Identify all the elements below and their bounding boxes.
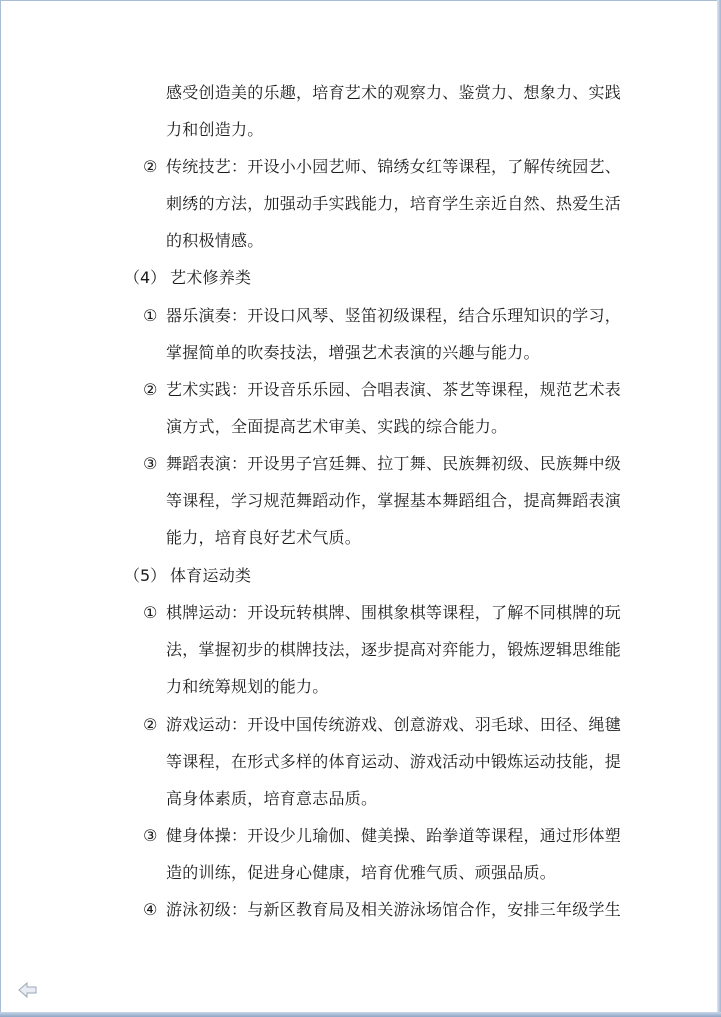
section-heading: 艺术修养类 [170,268,252,287]
page-edge-right [717,0,721,1017]
section-marker: （5） [124,566,167,585]
section-heading: 体育运动类 [170,566,252,585]
list-marker: ② [143,715,158,734]
paragraph-line: 感受创造美的乐趣，培育艺术的观察力、鉴赏力、想象力、实践 [166,83,622,102]
paragraph-line: 能力，培育良好艺术气质。 [166,528,362,547]
paragraph-line: 传统技艺：开设小小园艺师、锦绣女红等课程，了解传统园艺、 [166,157,622,176]
paragraph-line: 的积极情感。 [166,231,264,250]
paragraph-line: 力和统筹规划的能力。 [166,677,329,696]
paragraph-line: 等课程，在形式多样的体育运动、游戏活动中锻炼运动技能，提 [166,752,622,771]
paragraph-line: 棋牌运动：开设玩转棋牌、围棋象棋等课程，了解不同棋牌的玩 [166,603,622,622]
list-marker: ① [143,603,158,622]
section-marker: （4） [124,268,167,287]
paragraph-line: 舞蹈表演：开设男子宫廷舞、拉丁舞、民族舞初级、民族舞中级 [166,454,622,473]
list-marker: ③ [143,454,158,473]
paragraph-line: 游戏运动：开设中国传统游戏、创意游戏、羽毛球、田径、绳毽 [166,715,622,734]
paragraph-line: 掌握简单的吹奏技法，增强艺术表演的兴趣与能力。 [166,343,540,362]
list-marker: ① [143,306,158,325]
paragraph-line: 器乐演奏：开设口风琴、竖笛初级课程，结合乐理知识的学习， [166,306,622,325]
paragraph-line: 演方式，全面提高艺术审美、实践的综合能力。 [166,417,508,436]
paragraph-line: 等课程，学习规范舞蹈动作，掌握基本舞蹈组合，提高舞蹈表演 [166,491,622,510]
paragraph-line: 造的训练，促进身心健康，培育优雅气质、顽强品质。 [166,863,557,882]
paragraph-line: 刺绣的方法，加强动手实践能力，培育学生亲近自然、热爱生活 [166,194,622,213]
paragraph-line: 力和创造力。 [166,120,264,139]
paragraph-line: 高身体素质，培育意志品质。 [166,789,378,808]
list-marker: ③ [143,826,158,845]
paragraph-line: 法，掌握初步的棋牌技法，逐步提高对弈能力，锻炼逻辑思维能 [166,640,622,659]
paragraph-line: 游泳初级：与新区教育局及相关游泳场馆合作，安排三年级学生 [166,900,622,919]
paragraph-line: 健身体操：开设少儿瑜伽、健美操、跆拳道等课程，通过形体塑 [166,826,622,845]
list-marker: ② [143,380,158,399]
page-edge-bottom [0,1012,721,1017]
list-marker: ② [143,157,158,176]
paragraph-line: 艺术实践：开设音乐乐园、合唱表演、茶艺等课程，规范艺术表 [166,380,622,399]
list-marker: ④ [143,900,158,919]
